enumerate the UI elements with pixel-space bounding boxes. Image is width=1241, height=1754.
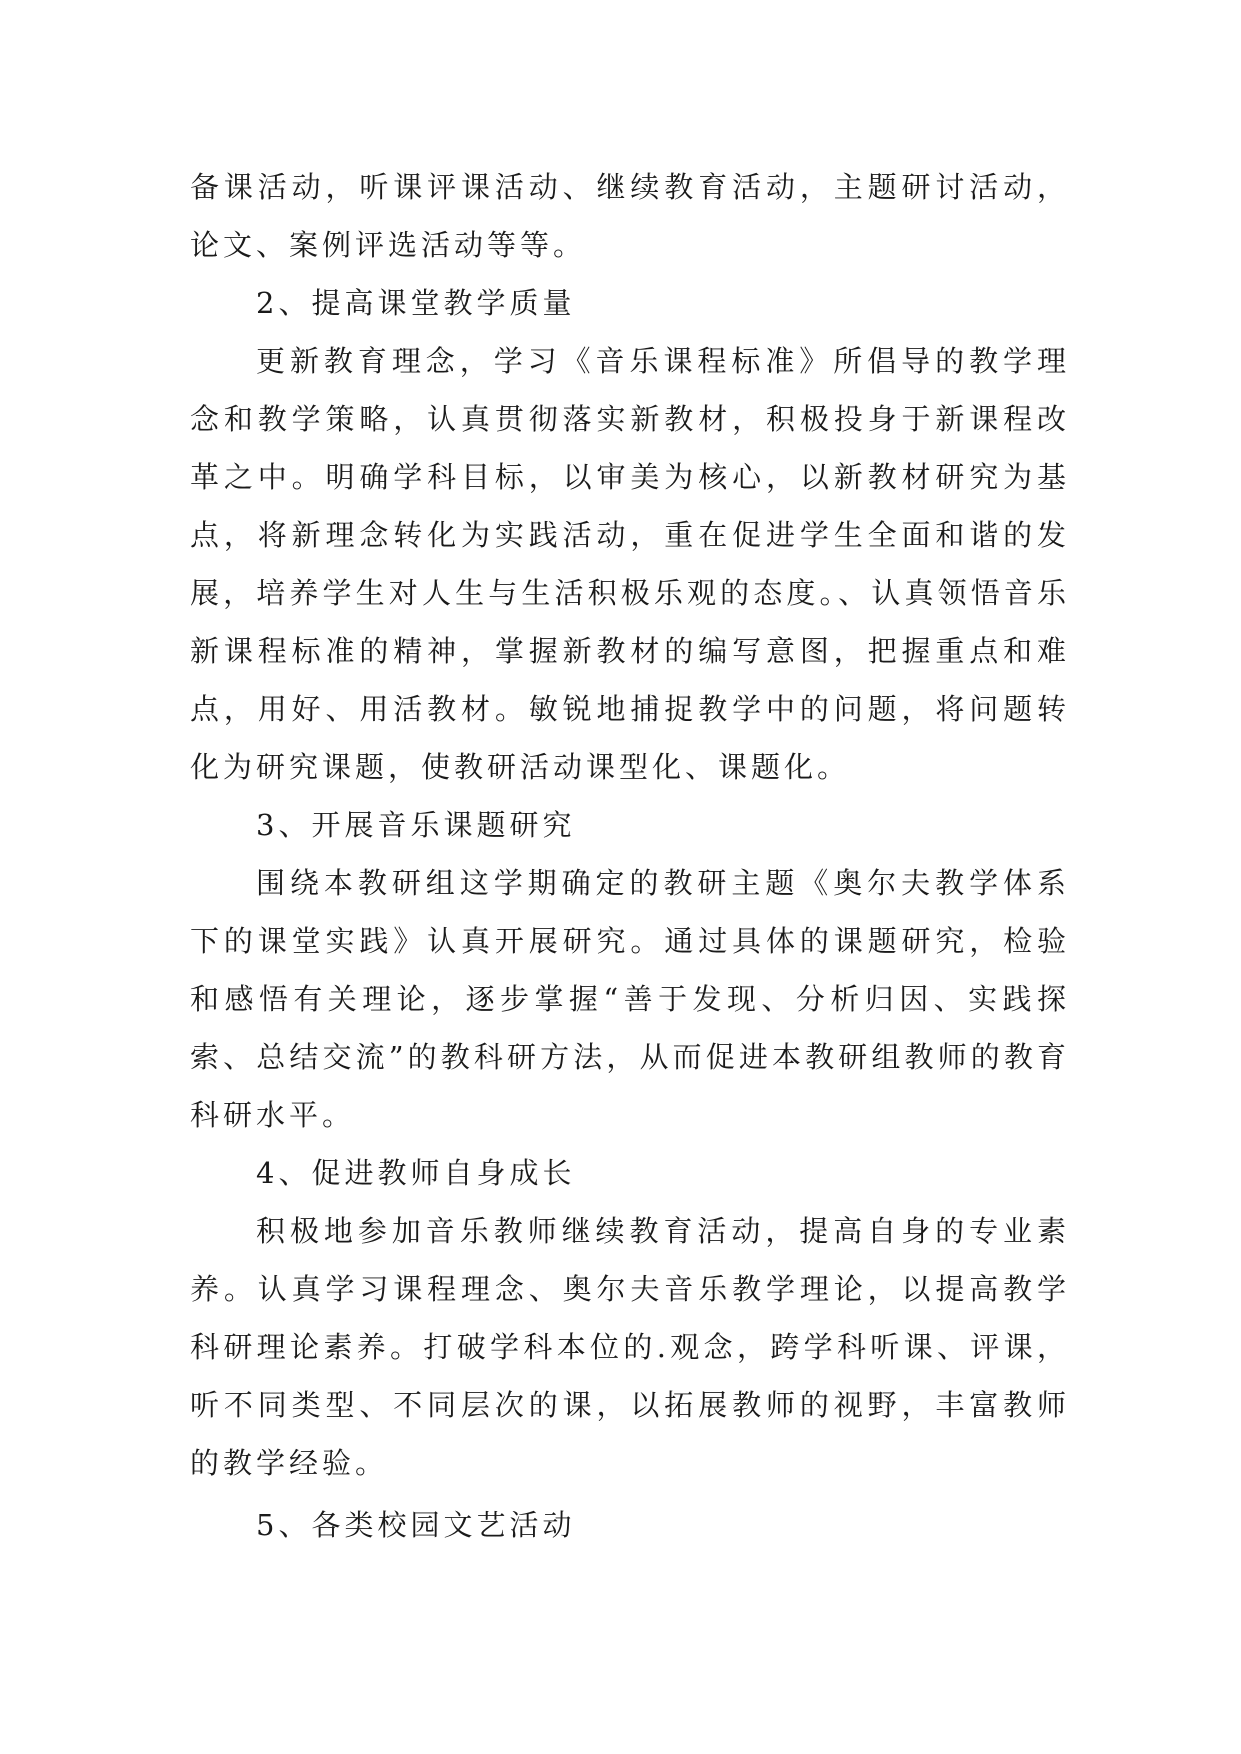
heading-improve-teaching-quality: 2、提高课堂教学质量 bbox=[256, 286, 576, 320]
document-body bbox=[190, 158, 1070, 1554]
heading-music-research: 3、开展音乐课题研究 bbox=[256, 808, 576, 842]
heading-campus-arts-activities: 5、各类校园文艺活动 bbox=[256, 1508, 576, 1542]
paragraph-teacher-growth: 积极地参加音乐教师继续教育活动，提高自身的专业素养。认真学习课程理念、奥尔夫音乐教学理论，以提高教学科研理论素养。打破学科本位的.观念，跨学科听课、评课，听不同类型、不同层次的课，以拓展教师的视野，丰富教师的教学经验。 bbox=[190, 1214, 1070, 1480]
paragraph-music-research: 围绕本教研组这学期确定的教研主题《奥尔夫教学体系下的课堂实践》认真开展研究。通过具体的课题研究，检验和感悟有关理论，逐步掌握“善于发现、分析归因、实践探索、总结交流”的教科研方法，从而促进本教研组教师的教育科研水平。 bbox=[190, 866, 1070, 1132]
paragraph-activities-continued: 备课活动，听课评课活动、继续教育活动，主题研讨活动，论文、案例评选活动等等。 bbox=[190, 170, 1070, 262]
paragraph-teaching-quality: 更新教育理念，学习《音乐课程标准》所倡导的教学理念和教学策略，认真贯彻落实新教材，积极投身于新课程改革之中。明确学科目标，以审美为核心，以新教材研究为基点，将新理念转化为实践活动，重在促进学生全面和谐的发展，培养学生对人生与生活积极乐观的态度。、认真领悟音乐新课程标准的精神，掌握新教材的编写意图，把握重点和难点，用好、用活教材。敏锐地捕捉教学中的问题，将问题转化为研究课题，使教研活动课型化、课题化。 bbox=[190, 344, 1070, 784]
heading-teacher-growth: 4、促进教师自身成长 bbox=[256, 1156, 576, 1190]
